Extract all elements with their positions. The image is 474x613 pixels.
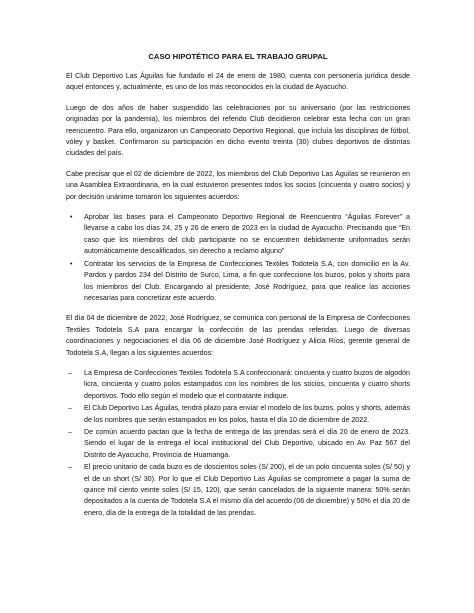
dash-marker: – (68, 368, 72, 377)
dash-marker: – (68, 463, 72, 472)
paragraph-negotiation: El día 04 de diciembre de 2022, José Rodríguez, se comunica con personal de la Empresa de Confecciones Textiles Todotela S.A para encargar la confección de las prendas referidas. Luego de diversas coordinaciones y negociaciones el día 06 de diciembre José Rodríguez y Alicia Ríos, gerente general de Todotela S.A, llegan a los siguientes acuerdos: (66, 314, 410, 357)
list-item (66, 427, 410, 461)
term-text: La Empresa de Confecciones Textiles Todotela S.A confeccionará: cincuenta y cuatro buzos de algodón licra, cincuenta y cuatro polos estampados con los nombres de los socios, cincuenta y cuatro shorts deportivos. Todo ello según el modelo que el contratante indique. (84, 368, 410, 400)
agreement-text: Aprobar las bases para el Campeonato Deportivo Regional de Reencuentro “Águilas Forever” a llevarse a cabo los días 24, 25 y 26 de enero de 2023 en la ciudad de Ayacucho. Precisando que “En caso que los miembros del club participante no se encuentren debidamente uniformados serán automáticamente descalificados, sin derecho a reclamo alguno” (84, 213, 410, 256)
term-text: El precio unitario de cada buzo es de doscientos soles (S/ 200), el de un polo cincuenta soles (S/ 50) y el de un short (S/ 30). Por lo que el Club Deportivo Las Águilas se compromete a pagar la suma de quince mil ciento veinte soles (S/ 15, 120), que serán cancelados de la siguiente manera: 50% serán depositados a la cuenta de Todotela S.A el mismo día del acuerdo (06 de diciembre) y 50% el día 20 de enero, día de la entrega de la totalidad de las prendas. (84, 463, 410, 517)
list-item (66, 259, 410, 305)
dash-marker: – (68, 404, 72, 413)
paragraph-assembly: Cabe precisar que el 02 de diciembre de 2022, los miembros del Club Deportivo Las Águilas se reunieron en una Asamblea Extraordinaria, en la cual estuvieron presentes todos los socios (cincuenta y cuatro socios) y por decisión unánime tomaron los siguientes acuerdos: (66, 169, 410, 201)
bullet-marker: • (70, 259, 73, 268)
list-item (66, 368, 410, 402)
dash-marker: – (68, 427, 72, 436)
term-text: El Club Deportivo Las Águilas, tendrá plazo para enviar el modelo de los buzos, polos y shorts, además de los nombres que serán estampados en los polos, hasta el día 10 de diciembre de 2022. (84, 404, 410, 424)
agreements-list (66, 212, 410, 304)
list-item (66, 212, 410, 258)
list-item (66, 403, 410, 426)
document-title: CASO HIPOTÉTICO PARA EL TRABAJO GRUPAL (148, 52, 328, 61)
bullet-marker: • (70, 213, 73, 222)
paragraph-founding: El Club Deportivo Las Águilas fue fundado el 24 de enero de 1980, cuenta con personería jurídica desde aquel entonces y, actualmente, es uno de los más reconocidos en la ciudad de Ayacucho. (66, 72, 410, 92)
contract-terms-list (66, 368, 410, 519)
paragraph-reunion: Luego de dos años de haber suspendido las celebraciones por su aniversario (por las restricciones originadas por la pandemia), los miembros del referido Club decidieron celebrar esta fecha con un gran reencuentro. Para ello, organizaron un Campeonato Deportivo Regional, que incluía las disciplinas de fútbol, vóley y basket. Confirmaron su participación en dicho evento treinta (30) clubes deportivos de distintas ciudades del país. (66, 103, 410, 158)
term-text: De común acuerdo pactan que la fecha de entrega de las prendas será el día 20 de enero de 2023. Siendo el lugar de la entrega el local institucional del Club Deportivo, ubicado en Av. Paz 567 del Distrito de Ayacucho, Provincia de Huamanga. (84, 427, 410, 459)
agreement-text: Contratar los servicios de la Empresa de Confecciones Textiles Todotela S.A, con domicilio en la Av. Pardos y pardos 234 del Distrito de Surco, Lima, a fin que confeccione los buzos, polos y shorts para los miembros del Club. Encargando al presidente, José Rodríguez, para que realice las acciones necesarias para concretizar este acuerdo. (84, 259, 410, 302)
list-item (66, 462, 410, 519)
